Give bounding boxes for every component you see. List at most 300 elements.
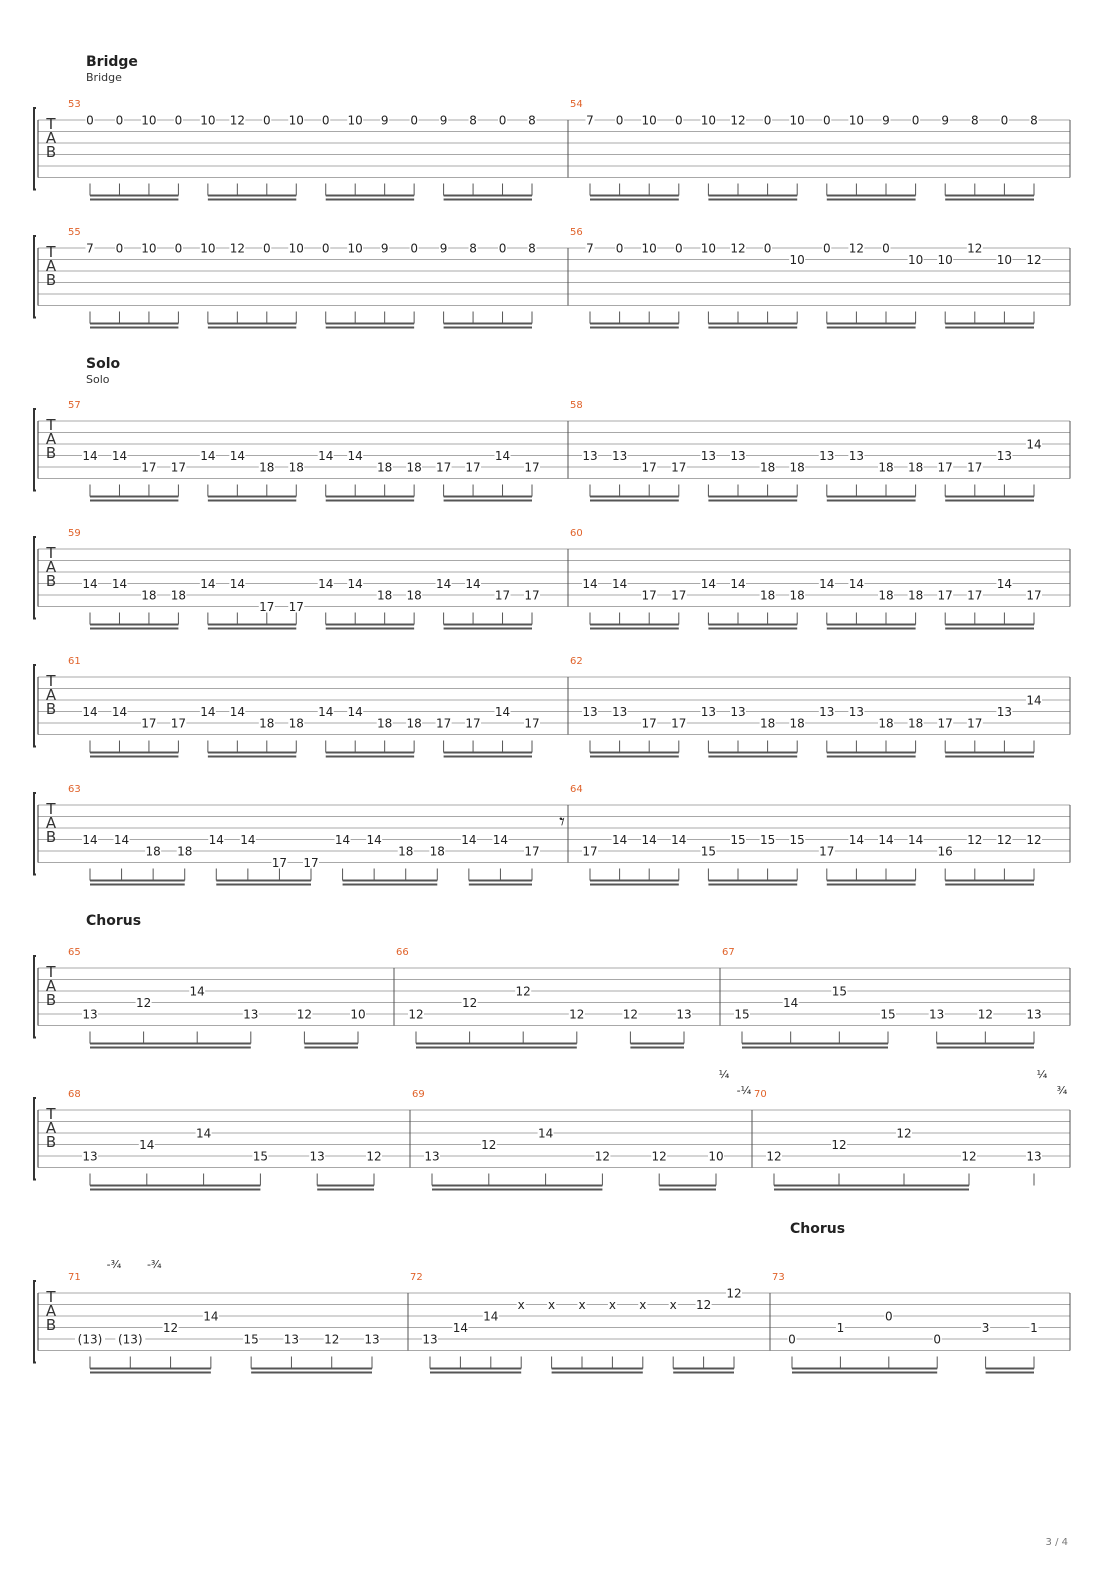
fret-number: 17 bbox=[435, 716, 452, 731]
fret-number: 0 bbox=[86, 113, 94, 128]
fret-number: 18 bbox=[288, 460, 304, 475]
fret-number: 18 bbox=[170, 588, 187, 603]
fret-number: 18 bbox=[759, 460, 776, 475]
system-bracket bbox=[34, 793, 36, 875]
fret-number: 15 bbox=[759, 833, 776, 847]
fret-number: 13 bbox=[929, 1007, 945, 1022]
fret-number: 10 bbox=[700, 113, 717, 128]
fret-number: 14 bbox=[318, 577, 334, 591]
tab-clef-letter: T bbox=[46, 672, 56, 690]
fret-number: 14 bbox=[611, 833, 628, 847]
fret-number: 12 bbox=[730, 241, 746, 256]
fret-number: 12 bbox=[766, 1149, 782, 1164]
fret-number: 12 bbox=[135, 996, 152, 1010]
fret-number: 14 bbox=[611, 577, 628, 591]
fret-number: 13 bbox=[1026, 1149, 1042, 1164]
fret-number: 17 bbox=[465, 716, 481, 731]
system-bracket bbox=[34, 236, 36, 318]
bend-label: -¼ bbox=[736, 1084, 752, 1097]
fret-number: 17 bbox=[1026, 588, 1042, 603]
fret-number: 8 bbox=[469, 241, 477, 256]
fret-number: 14 bbox=[318, 705, 334, 719]
fret-number: 14 bbox=[229, 449, 245, 463]
tab-clef-letter: A bbox=[45, 977, 57, 995]
fret-number: 17 bbox=[641, 588, 657, 603]
fret-number: 13 bbox=[730, 705, 746, 719]
tab-clef-letter: A bbox=[45, 686, 57, 704]
fret-number: 15 bbox=[880, 1007, 896, 1022]
fret-number: 12 bbox=[977, 1007, 993, 1022]
measure-number: 69 bbox=[412, 1089, 425, 1100]
fret-number: 0 bbox=[822, 241, 831, 256]
fret-number: 1 bbox=[836, 1321, 845, 1335]
system-bracket bbox=[34, 665, 36, 747]
fret-number: 12 bbox=[651, 1149, 667, 1164]
tab-clef-letter: B bbox=[45, 143, 57, 161]
fret-number: (13) bbox=[117, 1332, 143, 1347]
fret-number: 18 bbox=[141, 588, 157, 603]
fret-number: 14 bbox=[461, 833, 477, 847]
fret-number: 10 bbox=[848, 113, 865, 128]
fret-number: 7 bbox=[586, 113, 594, 128]
fret-number: 18 bbox=[377, 460, 393, 475]
fret-number: 13 bbox=[364, 1332, 380, 1347]
fret-number: 12 bbox=[594, 1149, 611, 1164]
fret-number: 17 bbox=[524, 460, 540, 475]
fret-number: 14 bbox=[878, 833, 894, 847]
fret-number: 18 bbox=[259, 716, 275, 731]
tab-clef-letter: A bbox=[45, 257, 57, 275]
bend-label: ¼ bbox=[1036, 1068, 1048, 1081]
fret-number: 0 bbox=[498, 113, 507, 128]
fret-number: 14 bbox=[189, 984, 205, 999]
fret-number: 13 bbox=[611, 449, 628, 463]
fret-number: 12 bbox=[831, 1138, 847, 1152]
fret-number: 8 bbox=[970, 113, 979, 128]
fret-number: 13 bbox=[676, 1007, 692, 1022]
fret-number: 18 bbox=[377, 716, 393, 731]
fret-number: 13 bbox=[243, 1007, 259, 1022]
section-title-solo: Solo bbox=[86, 356, 121, 372]
fret-number: 17 bbox=[288, 600, 304, 614]
fret-number: 0 bbox=[884, 1309, 893, 1324]
fret-number: 14 bbox=[318, 449, 334, 463]
fret-number: 0 bbox=[174, 113, 183, 128]
fret-number: 18 bbox=[398, 844, 414, 859]
fret-number: 14 bbox=[582, 577, 598, 591]
fret-number: 12 bbox=[967, 241, 983, 256]
fret-number: 14 bbox=[200, 577, 216, 591]
fret-number: 17 bbox=[170, 460, 187, 475]
fret-number: 10 bbox=[288, 241, 304, 256]
fret-number: x bbox=[608, 1298, 616, 1312]
fret-number: 13 bbox=[309, 1149, 325, 1164]
measure-number: 54 bbox=[570, 99, 583, 110]
fret-number: 9 bbox=[439, 113, 448, 128]
fret-number: 10 bbox=[937, 253, 953, 267]
fret-number: 0 bbox=[788, 1332, 796, 1347]
measure-number: 66 bbox=[396, 947, 409, 958]
system-bracket bbox=[34, 1281, 36, 1363]
fret-number: 12 bbox=[481, 1138, 497, 1152]
system-bracket bbox=[34, 108, 36, 190]
tab-clef-letter: B bbox=[45, 271, 57, 289]
fret-number: 10 bbox=[200, 113, 216, 128]
fret-number: 18 bbox=[759, 716, 776, 731]
fret-number: 10 bbox=[789, 253, 805, 267]
tab-clef-letter: T bbox=[46, 1288, 56, 1306]
tab-clef-letter: B bbox=[45, 1133, 57, 1151]
measure-number: 70 bbox=[754, 1089, 767, 1100]
system-bracket bbox=[34, 1098, 36, 1180]
fret-number: 18 bbox=[406, 588, 422, 603]
measure-number: 56 bbox=[570, 227, 583, 238]
system-bracket bbox=[34, 956, 36, 1038]
fret-number: 17 bbox=[494, 588, 511, 603]
fret-number: 14 bbox=[1026, 437, 1042, 452]
fret-number: 0 bbox=[1000, 113, 1009, 128]
fret-number: 14 bbox=[494, 705, 511, 719]
fret-number: 14 bbox=[82, 449, 98, 463]
fret-number: 9 bbox=[882, 113, 890, 128]
fret-number: 3 bbox=[981, 1321, 990, 1335]
fret-number: 13 bbox=[848, 449, 865, 463]
fret-number: 15 bbox=[831, 984, 847, 999]
fret-number: 13 bbox=[582, 449, 598, 463]
fret-number: 13 bbox=[848, 705, 865, 719]
fret-number: 18 bbox=[789, 588, 805, 603]
fret-number: 17 bbox=[967, 588, 983, 603]
fret-number: 1 bbox=[1030, 1321, 1038, 1335]
tab-clef-letter: B bbox=[45, 828, 57, 846]
fret-number: 14 bbox=[139, 1138, 155, 1152]
fret-number: 17 bbox=[937, 716, 953, 731]
fret-number: 10 bbox=[641, 113, 657, 128]
bend-label: -¾ bbox=[146, 1258, 162, 1271]
fret-number: 17 bbox=[641, 716, 657, 731]
measure-number: 58 bbox=[570, 400, 583, 411]
fret-number: 8 bbox=[528, 241, 536, 256]
fret-number: 17 bbox=[641, 460, 657, 475]
fret-number: 0 bbox=[763, 113, 772, 128]
fret-number: 17 bbox=[967, 460, 983, 475]
measure-number: 64 bbox=[570, 784, 583, 795]
fret-number: 10 bbox=[641, 241, 657, 256]
fret-number: 0 bbox=[615, 241, 624, 256]
fret-number: 17 bbox=[271, 856, 288, 870]
tab-clef-letter: A bbox=[45, 558, 57, 576]
fret-number: 7 bbox=[586, 241, 594, 256]
tab-clef-letter: B bbox=[45, 572, 57, 590]
fret-number: 14 bbox=[848, 833, 865, 847]
section-title-bridge: Bridge bbox=[86, 54, 138, 70]
fret-number: 10 bbox=[141, 241, 157, 256]
fret-number: 0 bbox=[262, 241, 271, 256]
measure-number: 65 bbox=[68, 947, 81, 958]
fret-number: 0 bbox=[262, 113, 271, 128]
fret-number: 13 bbox=[611, 705, 628, 719]
measure-number: 71 bbox=[68, 1272, 81, 1283]
fret-number: 0 bbox=[674, 241, 683, 256]
tab-clef-letter: A bbox=[45, 1119, 57, 1137]
fret-number: 14 bbox=[483, 1309, 499, 1324]
fret-number: 17 bbox=[141, 460, 157, 475]
fret-number: 12 bbox=[1026, 253, 1042, 267]
fret-number: 18 bbox=[878, 716, 894, 731]
fret-number: 9 bbox=[941, 113, 950, 128]
fret-number: x bbox=[517, 1298, 525, 1312]
fret-number: 15 bbox=[252, 1149, 269, 1164]
fret-number: 15 bbox=[789, 833, 805, 847]
fret-number: 18 bbox=[429, 844, 445, 859]
measure-number: 57 bbox=[68, 400, 81, 411]
fret-number: 13 bbox=[819, 705, 835, 719]
measure-number: 63 bbox=[68, 784, 81, 795]
fret-number: 12 bbox=[461, 996, 478, 1010]
fret-number: 14 bbox=[465, 577, 481, 591]
fret-number: 14 bbox=[494, 449, 511, 463]
fret-number: 17 bbox=[671, 460, 687, 475]
tab-clef-letter: T bbox=[46, 115, 56, 133]
fret-number: 9 bbox=[439, 241, 448, 256]
fret-number: 17 bbox=[170, 716, 187, 731]
fret-number: 14 bbox=[492, 833, 509, 847]
tab-clef-letter: T bbox=[46, 800, 56, 818]
fret-number: 17 bbox=[524, 716, 540, 731]
fret-number: 14 bbox=[366, 833, 382, 847]
tab-clef-letter: T bbox=[46, 963, 56, 981]
fret-number: 10 bbox=[200, 241, 216, 256]
fret-number: 14 bbox=[641, 833, 657, 847]
fret-number: 0 bbox=[115, 113, 124, 128]
fret-number: 13 bbox=[422, 1332, 438, 1347]
fret-number: 18 bbox=[145, 844, 161, 859]
fret-number: 16 bbox=[937, 844, 953, 859]
fret-number: 14 bbox=[229, 577, 245, 591]
fret-number: 13 bbox=[700, 705, 717, 719]
fret-number: 0 bbox=[115, 241, 124, 256]
fret-number: 0 bbox=[410, 241, 418, 256]
tab-clef-letter: A bbox=[45, 814, 57, 832]
fret-number: 17 bbox=[435, 460, 452, 475]
fret-number: 17 bbox=[259, 600, 275, 614]
fret-number: 13 bbox=[283, 1332, 300, 1347]
fret-number: x bbox=[669, 1298, 677, 1312]
fret-number: 12 bbox=[726, 1286, 742, 1301]
fret-number: 12 bbox=[569, 1007, 585, 1022]
fret-number: 10 bbox=[708, 1149, 724, 1164]
fret-number: 14 bbox=[334, 833, 351, 847]
fret-number: 17 bbox=[141, 716, 157, 731]
measure-number: 60 bbox=[570, 528, 583, 539]
fret-number: 18 bbox=[406, 460, 422, 475]
fret-number: 0 bbox=[911, 113, 920, 128]
fret-number: 7 bbox=[86, 241, 94, 256]
fret-number: 17 bbox=[967, 716, 983, 731]
fret-number: 10 bbox=[789, 113, 805, 128]
fret-number: 14 bbox=[82, 705, 98, 719]
fret-number: 10 bbox=[350, 1007, 366, 1022]
fret-number: 18 bbox=[878, 460, 894, 475]
fret-number: 12 bbox=[896, 1126, 912, 1141]
fret-number: 18 bbox=[878, 588, 894, 603]
fret-number: 14 bbox=[730, 577, 746, 591]
fret-number: 10 bbox=[347, 113, 363, 128]
fret-number: 18 bbox=[907, 460, 924, 475]
fret-number: 18 bbox=[177, 844, 193, 859]
fret-number: 0 bbox=[410, 113, 418, 128]
tab-clef-letter: T bbox=[46, 243, 56, 261]
fret-number: 14 bbox=[435, 577, 452, 591]
fret-number: 15 bbox=[243, 1332, 259, 1347]
tab-clef-letter: A bbox=[45, 129, 57, 147]
fret-number: 17 bbox=[582, 844, 598, 859]
fret-number: 12 bbox=[229, 113, 245, 128]
fret-number: 18 bbox=[789, 716, 805, 731]
measure-number: 73 bbox=[772, 1272, 785, 1283]
fret-number: 12 bbox=[967, 833, 983, 847]
fret-number: 12 bbox=[366, 1149, 382, 1164]
fret-number: 18 bbox=[259, 460, 275, 475]
section-title-chorus-2: Chorus bbox=[790, 1221, 846, 1237]
fret-number: 0 bbox=[321, 113, 330, 128]
fret-number: 17 bbox=[937, 460, 953, 475]
fret-number: 15 bbox=[730, 833, 746, 847]
measure-number: 62 bbox=[570, 656, 583, 667]
fret-number: 10 bbox=[288, 113, 304, 128]
fret-number: 13 bbox=[424, 1149, 440, 1164]
fret-number: 14 bbox=[111, 449, 128, 463]
fret-number: 10 bbox=[996, 253, 1013, 267]
fret-number: 12 bbox=[848, 241, 865, 256]
fret-number: 12 bbox=[1026, 833, 1042, 847]
fret-number: 13 bbox=[1026, 1007, 1042, 1022]
bend-label: ¾ bbox=[1056, 1084, 1068, 1097]
fret-number: 14 bbox=[200, 705, 216, 719]
fret-number: 14 bbox=[208, 833, 224, 847]
fret-number: 14 bbox=[671, 833, 687, 847]
fret-number: 18 bbox=[907, 588, 924, 603]
fret-number: 12 bbox=[996, 833, 1013, 847]
fret-number: 17 bbox=[819, 844, 835, 859]
page-number: 3 / 4 bbox=[1045, 1537, 1068, 1548]
tab-clef-letter: A bbox=[45, 1302, 57, 1320]
fret-number: 14 bbox=[111, 577, 128, 591]
fret-number: 17 bbox=[524, 588, 540, 603]
fret-number: 14 bbox=[452, 1321, 469, 1335]
fret-number: 14 bbox=[113, 833, 130, 847]
fret-number: 0 bbox=[882, 241, 890, 256]
tab-clef-letter: T bbox=[46, 1105, 56, 1123]
measure-number: 72 bbox=[410, 1272, 423, 1283]
fret-number: 12 bbox=[324, 1332, 340, 1347]
fret-number: 14 bbox=[819, 577, 835, 591]
fret-number: (13) bbox=[77, 1332, 103, 1347]
fret-number: 8 bbox=[469, 113, 477, 128]
fret-number: 10 bbox=[141, 113, 157, 128]
section-subtitle-bridge: Bridge bbox=[86, 71, 122, 84]
fret-number: 14 bbox=[347, 449, 363, 463]
fret-number: 17 bbox=[671, 588, 687, 603]
measure-number: 68 bbox=[68, 1089, 81, 1100]
fret-number: 14 bbox=[907, 833, 924, 847]
fret-number: 14 bbox=[195, 1126, 212, 1141]
fret-number: 0 bbox=[321, 241, 330, 256]
fret-number: 13 bbox=[996, 705, 1013, 719]
fret-number: 12 bbox=[162, 1321, 179, 1335]
fret-number: 14 bbox=[82, 833, 98, 847]
fret-number: 0 bbox=[763, 241, 772, 256]
fret-number: 9 bbox=[380, 241, 389, 256]
system-bracket bbox=[34, 537, 36, 619]
fret-number: x bbox=[548, 1298, 556, 1312]
fret-number: 14 bbox=[848, 577, 865, 591]
fret-number: 14 bbox=[347, 705, 363, 719]
fret-number: 14 bbox=[347, 577, 363, 591]
fret-number: 0 bbox=[674, 113, 683, 128]
fret-number: 13 bbox=[700, 449, 717, 463]
fret-number: x bbox=[639, 1298, 647, 1312]
fret-number: 17 bbox=[303, 856, 319, 870]
tab-clef-letter: B bbox=[45, 1316, 57, 1334]
fret-number: 14 bbox=[700, 577, 717, 591]
fret-number: 14 bbox=[783, 996, 799, 1010]
fret-number: x bbox=[578, 1298, 586, 1312]
fret-number: 8 bbox=[1030, 113, 1038, 128]
fret-number: 12 bbox=[695, 1298, 712, 1312]
fret-number: 12 bbox=[515, 984, 531, 999]
fret-number: 14 bbox=[240, 833, 256, 847]
fret-number: 18 bbox=[759, 588, 776, 603]
fret-number: 18 bbox=[406, 716, 422, 731]
fret-number: 10 bbox=[907, 253, 924, 267]
tab-clef-letter: B bbox=[45, 700, 57, 718]
rest-symbol: 𝄾 bbox=[559, 810, 565, 835]
tab-clef-letter: T bbox=[46, 416, 56, 434]
fret-number: 15 bbox=[734, 1007, 750, 1022]
fret-number: 0 bbox=[498, 241, 507, 256]
tab-clef-letter: B bbox=[45, 444, 57, 462]
fret-number: 12 bbox=[622, 1007, 639, 1022]
fret-number: 17 bbox=[671, 716, 687, 731]
fret-number: 13 bbox=[582, 705, 598, 719]
fret-number: 0 bbox=[615, 113, 624, 128]
fret-number: 17 bbox=[524, 844, 540, 859]
fret-number: 12 bbox=[961, 1149, 977, 1164]
fret-number: 14 bbox=[996, 577, 1013, 591]
fret-number: 13 bbox=[996, 449, 1013, 463]
section-title-chorus: Chorus bbox=[86, 913, 142, 929]
fret-number: 15 bbox=[700, 844, 717, 859]
fret-number: 14 bbox=[1026, 693, 1042, 708]
fret-number: 12 bbox=[408, 1007, 424, 1022]
fret-number: 13 bbox=[82, 1007, 98, 1022]
fret-number: 12 bbox=[296, 1007, 313, 1022]
fret-number: 17 bbox=[937, 588, 953, 603]
tab-clef-letter: T bbox=[46, 544, 56, 562]
fret-number: 0 bbox=[933, 1332, 942, 1347]
tab-clef-letter: B bbox=[45, 991, 57, 1009]
fret-number: 0 bbox=[174, 241, 183, 256]
fret-number: 13 bbox=[82, 1149, 98, 1164]
fret-number: 14 bbox=[537, 1126, 554, 1141]
fret-number: 18 bbox=[288, 716, 304, 731]
fret-number: 14 bbox=[200, 449, 216, 463]
measure-number: 59 bbox=[68, 528, 81, 539]
measure-number: 67 bbox=[722, 947, 735, 958]
measure-number: 55 bbox=[68, 227, 81, 238]
measure-number: 61 bbox=[68, 656, 81, 667]
